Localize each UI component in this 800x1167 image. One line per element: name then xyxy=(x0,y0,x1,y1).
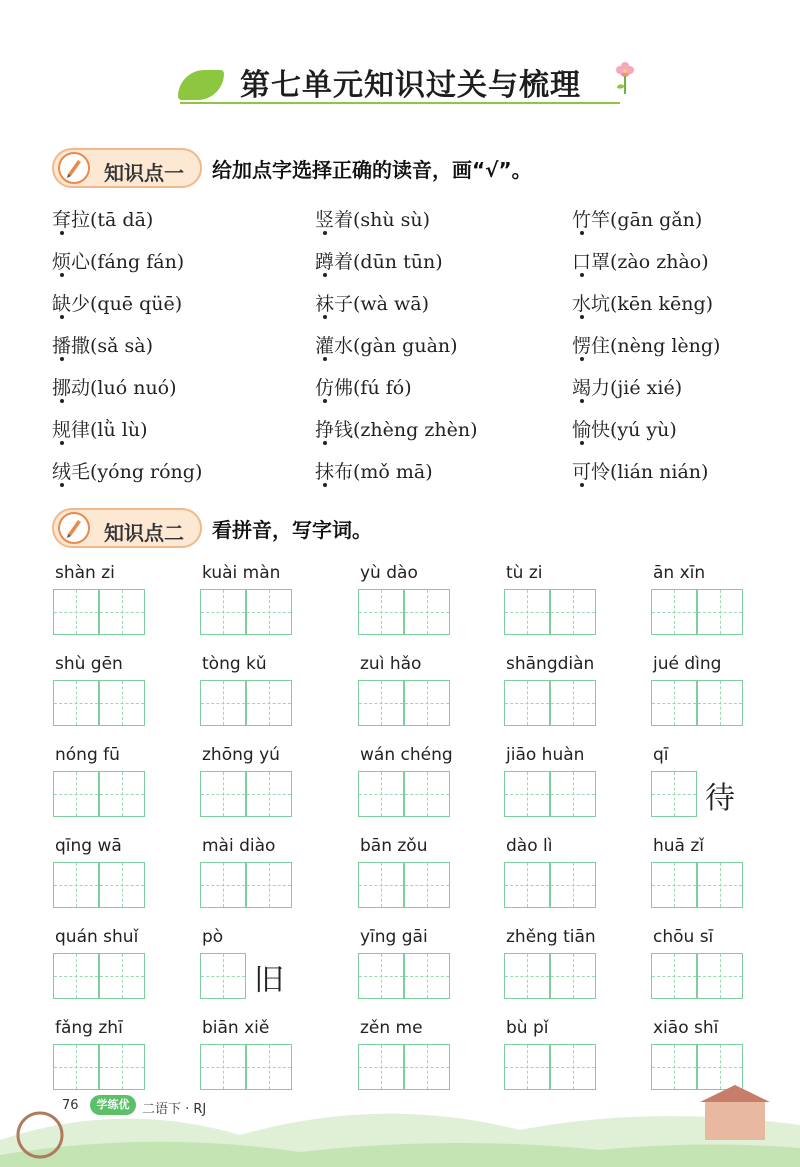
word-cell xyxy=(55,927,165,1017)
writing-box[interactable] xyxy=(53,589,99,635)
word-cell xyxy=(360,563,470,653)
emphasis-dot xyxy=(323,483,327,487)
word-cell xyxy=(653,836,763,926)
word-cell xyxy=(506,836,616,926)
writing-box[interactable] xyxy=(651,953,697,999)
writing-box[interactable] xyxy=(99,953,145,999)
page-number: 76 xyxy=(62,1098,79,1113)
writing-box[interactable] xyxy=(99,771,145,817)
writing-box[interactable] xyxy=(404,680,450,726)
pinyin-label: ān xīn xyxy=(653,563,706,583)
emphasis-dot xyxy=(580,315,584,319)
writing-box[interactable] xyxy=(53,771,99,817)
word-cell xyxy=(653,654,763,744)
word-cell xyxy=(202,563,312,653)
pinyin-label: qīng wā xyxy=(55,836,122,856)
reading-item: 挪动(luó nuó) xyxy=(52,377,177,399)
writing-box[interactable] xyxy=(246,771,292,817)
section1-instruction: 给加点字选择正确的读音，画“√”。 xyxy=(212,158,532,182)
reading-item: 口罩(zào zhào) xyxy=(572,251,709,273)
book-info: 二语下 · RJ xyxy=(142,1102,207,1117)
writing-box[interactable] xyxy=(99,862,145,908)
emphasis-dot xyxy=(580,483,584,487)
emphasis-dot xyxy=(580,399,584,403)
word-cell xyxy=(653,745,763,835)
writing-box[interactable] xyxy=(99,680,145,726)
pinyin-label: fǎng zhī xyxy=(55,1018,123,1038)
word-cell xyxy=(55,654,165,744)
reading-item: 挣钱(zhèng zhèn) xyxy=(315,419,478,441)
word-cell xyxy=(506,563,616,653)
reading-item: 灌水(gàn guàn) xyxy=(315,335,458,357)
pinyin-label: tòng kǔ xyxy=(202,654,267,674)
writing-box[interactable] xyxy=(200,953,246,999)
emphasis-dot xyxy=(60,273,64,277)
section2-badge xyxy=(52,508,202,548)
writing-box[interactable] xyxy=(651,680,697,726)
pinyin-label: jiāo huàn xyxy=(506,745,585,765)
emphasis-dot xyxy=(323,357,327,361)
emphasis-dot xyxy=(323,315,327,319)
emphasis-dot xyxy=(580,273,584,277)
emphasis-dot xyxy=(60,315,64,319)
emphasis-dot xyxy=(323,231,327,235)
pinyin-label: wán chéng xyxy=(360,745,453,765)
pencil-hand-icon xyxy=(58,152,90,184)
word-cell xyxy=(506,927,616,1017)
pinyin-label: kuài màn xyxy=(202,563,281,583)
writing-box[interactable] xyxy=(53,862,99,908)
section2-label: 知识点二 xyxy=(104,521,184,545)
emphasis-dot xyxy=(60,357,64,361)
writing-box[interactable] xyxy=(53,680,99,726)
word-cell xyxy=(55,745,165,835)
writing-box[interactable] xyxy=(651,589,697,635)
writing-box[interactable] xyxy=(550,771,596,817)
section1-label: 知识点一 xyxy=(104,161,184,185)
pinyin-label: mài diào xyxy=(202,836,276,856)
pencil-hand-icon xyxy=(58,512,90,544)
pinyin-label: shàn zi xyxy=(55,563,115,583)
pinyin-label: bù pǐ xyxy=(506,1018,549,1038)
flower-icon xyxy=(612,62,638,96)
section2-header xyxy=(52,508,612,548)
word-cell xyxy=(360,745,470,835)
writing-box[interactable] xyxy=(697,680,743,726)
brand-badge: 学练优 xyxy=(90,1095,136,1115)
reading-item: 缺少(quē qüē) xyxy=(52,293,183,315)
word-cell xyxy=(202,745,312,835)
section1-badge xyxy=(52,148,202,188)
reading-item: 竖着(shù sù) xyxy=(315,209,431,231)
writing-box[interactable] xyxy=(358,953,404,999)
reading-item: 规律(lǜ lù) xyxy=(52,419,148,441)
pinyin-label: jué dìng xyxy=(653,654,722,674)
reading-item: 抹布(mǒ mā) xyxy=(315,461,433,483)
emphasis-dot xyxy=(60,441,64,445)
pinyin-label: yù dào xyxy=(360,563,418,583)
writing-box[interactable] xyxy=(246,589,292,635)
pinyin-label: zhěng tiān xyxy=(506,927,596,947)
word-cell xyxy=(202,927,312,1017)
writing-box[interactable] xyxy=(358,862,404,908)
reading-item: 烦心(fáng fán) xyxy=(52,251,185,273)
given-character: 待 xyxy=(705,781,735,816)
pinyin-label: huā zǐ xyxy=(653,836,705,856)
writing-box[interactable] xyxy=(99,589,145,635)
writing-box[interactable] xyxy=(651,862,697,908)
writing-box[interactable] xyxy=(550,589,596,635)
reading-item: 愉快(yú yù) xyxy=(572,419,677,441)
word-cell xyxy=(360,654,470,744)
word-cell xyxy=(506,654,616,744)
writing-box[interactable] xyxy=(504,680,550,726)
writing-box[interactable] xyxy=(504,862,550,908)
word-cell xyxy=(202,836,312,926)
writing-box[interactable] xyxy=(246,862,292,908)
pinyin-label: shù gēn xyxy=(55,654,123,674)
pinyin-label: bān zǒu xyxy=(360,836,428,856)
emphasis-dot xyxy=(60,399,64,403)
emphasis-dot xyxy=(580,231,584,235)
pinyin-label: pò xyxy=(202,927,224,947)
pinyin-label: chōu sī xyxy=(653,927,714,947)
emphasis-dot xyxy=(580,441,584,445)
given-character: 旧 xyxy=(254,963,284,998)
writing-box[interactable] xyxy=(358,589,404,635)
pinyin-label: qī xyxy=(653,745,669,765)
writing-box[interactable] xyxy=(53,953,99,999)
word-cell xyxy=(202,654,312,744)
word-cell xyxy=(55,563,165,653)
section1-header xyxy=(52,148,612,188)
reading-item: 耷拉(tā dā) xyxy=(52,209,154,231)
reading-item: 可怜(lián nián) xyxy=(572,461,709,483)
writing-box[interactable] xyxy=(358,771,404,817)
writing-box[interactable] xyxy=(404,862,450,908)
writing-box[interactable] xyxy=(200,771,246,817)
pinyin-label: shāngdiàn xyxy=(506,654,595,674)
word-cell xyxy=(653,927,763,1017)
pinyin-label: zhōng yú xyxy=(202,745,280,765)
writing-box[interactable] xyxy=(404,589,450,635)
word-cell xyxy=(360,836,470,926)
word-cell xyxy=(506,745,616,835)
writing-box[interactable] xyxy=(200,680,246,726)
reading-item: 水坑(kēn kēng) xyxy=(572,293,714,315)
reading-item: 袜子(wà wā) xyxy=(315,293,430,315)
writing-box[interactable] xyxy=(200,589,246,635)
reading-item: 播撒(sǎ sà) xyxy=(52,335,154,357)
reading-item: 仿佛(fú fó) xyxy=(315,377,412,399)
pinyin-label: tù zi xyxy=(506,563,543,583)
writing-box[interactable] xyxy=(246,680,292,726)
pinyin-label: dào lì xyxy=(506,836,553,856)
emphasis-dot xyxy=(323,399,327,403)
writing-box[interactable] xyxy=(651,771,697,817)
reading-item: 竹竿(gān gǎn) xyxy=(572,209,703,231)
writing-box[interactable] xyxy=(550,953,596,999)
emphasis-dot xyxy=(60,483,64,487)
pinyin-label: quán shuǐ xyxy=(55,927,139,947)
reading-item: 愣住(nèng lèng) xyxy=(572,335,721,357)
emphasis-dot xyxy=(323,441,327,445)
writing-box[interactable] xyxy=(200,862,246,908)
footer-scenery xyxy=(0,1080,800,1167)
pinyin-label: zěn me xyxy=(360,1018,423,1038)
pinyin-label: zuì hǎo xyxy=(360,654,422,674)
writing-box[interactable] xyxy=(504,771,550,817)
writing-box[interactable] xyxy=(697,953,743,999)
writing-box[interactable] xyxy=(404,953,450,999)
emphasis-dot xyxy=(580,357,584,361)
word-cell xyxy=(653,563,763,653)
writing-box[interactable] xyxy=(358,680,404,726)
writing-box[interactable] xyxy=(504,589,550,635)
writing-box[interactable] xyxy=(550,680,596,726)
section2-instruction: 看拼音，写字词。 xyxy=(212,518,372,542)
emphasis-dot xyxy=(323,273,327,277)
writing-box[interactable] xyxy=(550,862,596,908)
pinyin-label: yīng gāi xyxy=(360,927,428,947)
writing-box[interactable] xyxy=(697,589,743,635)
pinyin-label: xiāo shī xyxy=(653,1018,719,1038)
writing-box[interactable] xyxy=(697,862,743,908)
reading-item: 蹲着(dūn tūn) xyxy=(315,251,443,273)
word-cell xyxy=(55,836,165,926)
page-title: 第七单元知识过关与梳理 xyxy=(240,68,581,103)
pinyin-label: biān xiě xyxy=(202,1018,270,1038)
reading-item: 绒毛(yóng róng) xyxy=(52,461,203,483)
emphasis-dot xyxy=(60,231,64,235)
reading-item: 竭力(jié xié) xyxy=(572,377,683,399)
writing-box[interactable] xyxy=(504,953,550,999)
writing-box[interactable] xyxy=(404,771,450,817)
word-cell xyxy=(360,927,470,1017)
pinyin-label: nóng fū xyxy=(55,745,120,765)
